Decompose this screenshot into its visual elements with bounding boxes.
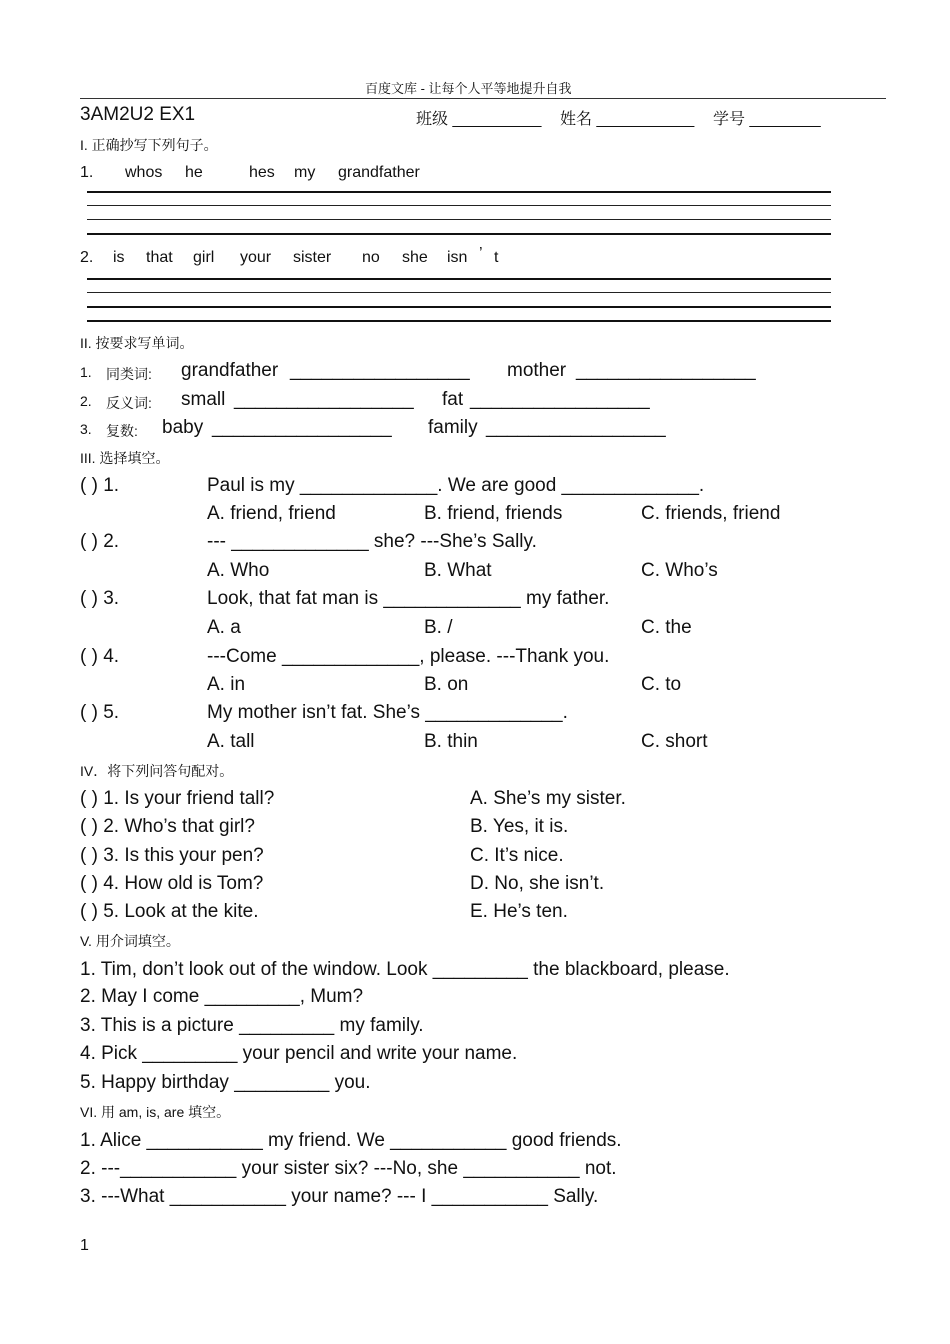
writing-line	[87, 205, 831, 206]
s3-option-a: A. a	[207, 617, 241, 638]
s1-q2-word: that	[146, 249, 173, 266]
section-3-title: III. 选择填空。	[80, 450, 170, 466]
s1-q1-number: 1.	[80, 164, 94, 181]
s1-q2-word: isn	[447, 249, 468, 266]
s2-word: mother	[507, 360, 567, 381]
s1-q1-word: grandfather	[338, 164, 420, 181]
section-2-title: II. 按要求写单词。	[80, 335, 194, 351]
student-id-field: 学号 ________	[713, 111, 821, 128]
s1-q1-word: my	[294, 164, 316, 181]
s5-line: 2. May I come _________, Mum?	[80, 986, 364, 1007]
name-field: 姓名 ___________	[560, 111, 695, 128]
s2-blank[interactable]: _________________	[576, 360, 756, 381]
s3-option-b: B. thin	[424, 731, 478, 752]
s2-row-number: 1.	[80, 364, 92, 380]
s2-word: grandfather	[181, 360, 279, 381]
s3-question: My mother isn’t fat. She’s _____________.	[207, 702, 568, 723]
s3-answer-paren[interactable]: ( ) 2.	[80, 531, 120, 552]
s3-option-c: C. friends, friend	[641, 503, 781, 524]
s4-answer: B. Yes, it is.	[470, 816, 569, 837]
s3-option-a: A. Who	[207, 560, 270, 581]
page-number: 1	[80, 1237, 89, 1254]
s5-line: 5. Happy birthday _________ you.	[80, 1072, 371, 1093]
s2-row-label: 复数:	[106, 423, 138, 439]
header-rule	[80, 98, 886, 99]
writing-line	[87, 233, 831, 235]
s1-q2-number: 2.	[80, 249, 94, 266]
s3-question: Look, that fat man is _____________ my father.	[207, 588, 610, 609]
s3-option-c: C. the	[641, 617, 692, 638]
s2-blank[interactable]: _________________	[234, 389, 414, 410]
s2-word: small	[181, 389, 226, 410]
s3-question: Paul is my _____________. We are good _____________.	[207, 475, 705, 496]
s3-question: --- _____________ she? ---She’s Sally.	[207, 531, 537, 552]
s3-option-a: A. friend, friend	[207, 503, 336, 524]
s1-q2-word: girl	[193, 249, 215, 266]
section-5-title: V. 用介词填空。	[80, 933, 180, 949]
class-field: 班级 __________	[416, 111, 542, 128]
s6-line: 2. ---___________ your sister six? ---No, she ___________ not.	[80, 1158, 617, 1179]
s3-option-b: B. on	[424, 674, 469, 695]
worksheet-code: 3AM2U2 EX1	[80, 104, 196, 125]
s4-question[interactable]: ( ) 1. Is your friend tall?	[80, 788, 275, 809]
s1-q2-word: no	[362, 249, 380, 266]
writing-line	[87, 292, 831, 293]
s2-row-label: 反义词:	[106, 395, 152, 411]
s3-option-a: A. tall	[207, 731, 255, 752]
section-6-title: VI. 用 am, is, are 填空。	[80, 1104, 231, 1120]
s3-option-a: A. in	[207, 674, 246, 695]
s4-question[interactable]: ( ) 3. Is this your pen?	[80, 845, 264, 866]
s4-answer: A. She’s my sister.	[470, 788, 626, 809]
s4-question[interactable]: ( ) 4. How old is Tom?	[80, 873, 264, 894]
s2-word: family	[428, 417, 478, 438]
s5-line: 1. Tim, don’t look out of the window. Look _________ the blackboard, please.	[80, 959, 730, 980]
s5-line: 4. Pick _________ your pencil and write your name.	[80, 1043, 518, 1064]
writing-line	[87, 320, 831, 322]
writing-line	[87, 191, 831, 193]
s1-q2-word: ’	[479, 245, 483, 262]
writing-line	[87, 306, 831, 308]
s3-option-c: C. Who’s	[641, 560, 718, 581]
s3-answer-paren[interactable]: ( ) 5.	[80, 702, 120, 723]
s3-answer-paren[interactable]: ( ) 1.	[80, 475, 120, 496]
s1-q1-word: whos	[125, 164, 163, 181]
s3-option-c: C. short	[641, 731, 708, 752]
s1-q2-word: she	[402, 249, 428, 266]
s2-blank[interactable]: _________________	[486, 417, 666, 438]
s1-q2-word: is	[113, 249, 125, 266]
s1-q2-word: your	[240, 249, 272, 266]
s4-answer: E. He’s ten.	[470, 901, 568, 922]
s3-option-c: C. to	[641, 674, 682, 695]
s3-option-b: B. What	[424, 560, 492, 581]
section-4-title: IV．将下列问答句配对。	[80, 763, 234, 779]
s6-line: 3. ---What ___________ your name? --- I ___________ Sally.	[80, 1186, 599, 1207]
s1-q1-word: he	[185, 164, 203, 181]
s5-line: 3. This is a picture _________ my family.	[80, 1015, 424, 1036]
s3-answer-paren[interactable]: ( ) 4.	[80, 646, 120, 667]
s4-answer: C. It’s nice.	[470, 845, 564, 866]
s2-blank[interactable]: _________________	[470, 389, 650, 410]
writing-line	[87, 219, 831, 220]
s3-option-b: B. /	[424, 617, 453, 638]
site-banner: 百度文库 - 让每个人平等地提升自我	[365, 81, 572, 96]
s1-q2-word: t	[494, 249, 499, 266]
section-1-title: I. 正确抄写下列句子。	[80, 137, 218, 153]
s2-row-label: 同类词:	[106, 366, 152, 382]
s3-option-b: B. friend, friends	[424, 503, 563, 524]
s3-answer-paren[interactable]: ( ) 3.	[80, 588, 120, 609]
s2-row-number: 3.	[80, 421, 92, 437]
s1-q2-word: sister	[293, 249, 332, 266]
s4-question[interactable]: ( ) 5. Look at the kite.	[80, 901, 259, 922]
writing-line	[87, 278, 831, 280]
s2-blank[interactable]: _________________	[212, 417, 392, 438]
s2-row-number: 2.	[80, 393, 92, 409]
s2-word: fat	[442, 389, 464, 410]
s6-line: 1. Alice ___________ my friend. We ___________ good friends.	[80, 1130, 622, 1151]
s2-word: baby	[162, 417, 204, 438]
s1-q1-word: hes	[249, 164, 275, 181]
s3-question: ---Come _____________, please. ---Thank you.	[207, 646, 610, 667]
s4-question[interactable]: ( ) 2. Who’s that girl?	[80, 816, 255, 837]
s4-answer: D. No, she isn’t.	[470, 873, 605, 894]
s2-blank[interactable]: _________________	[290, 360, 470, 381]
